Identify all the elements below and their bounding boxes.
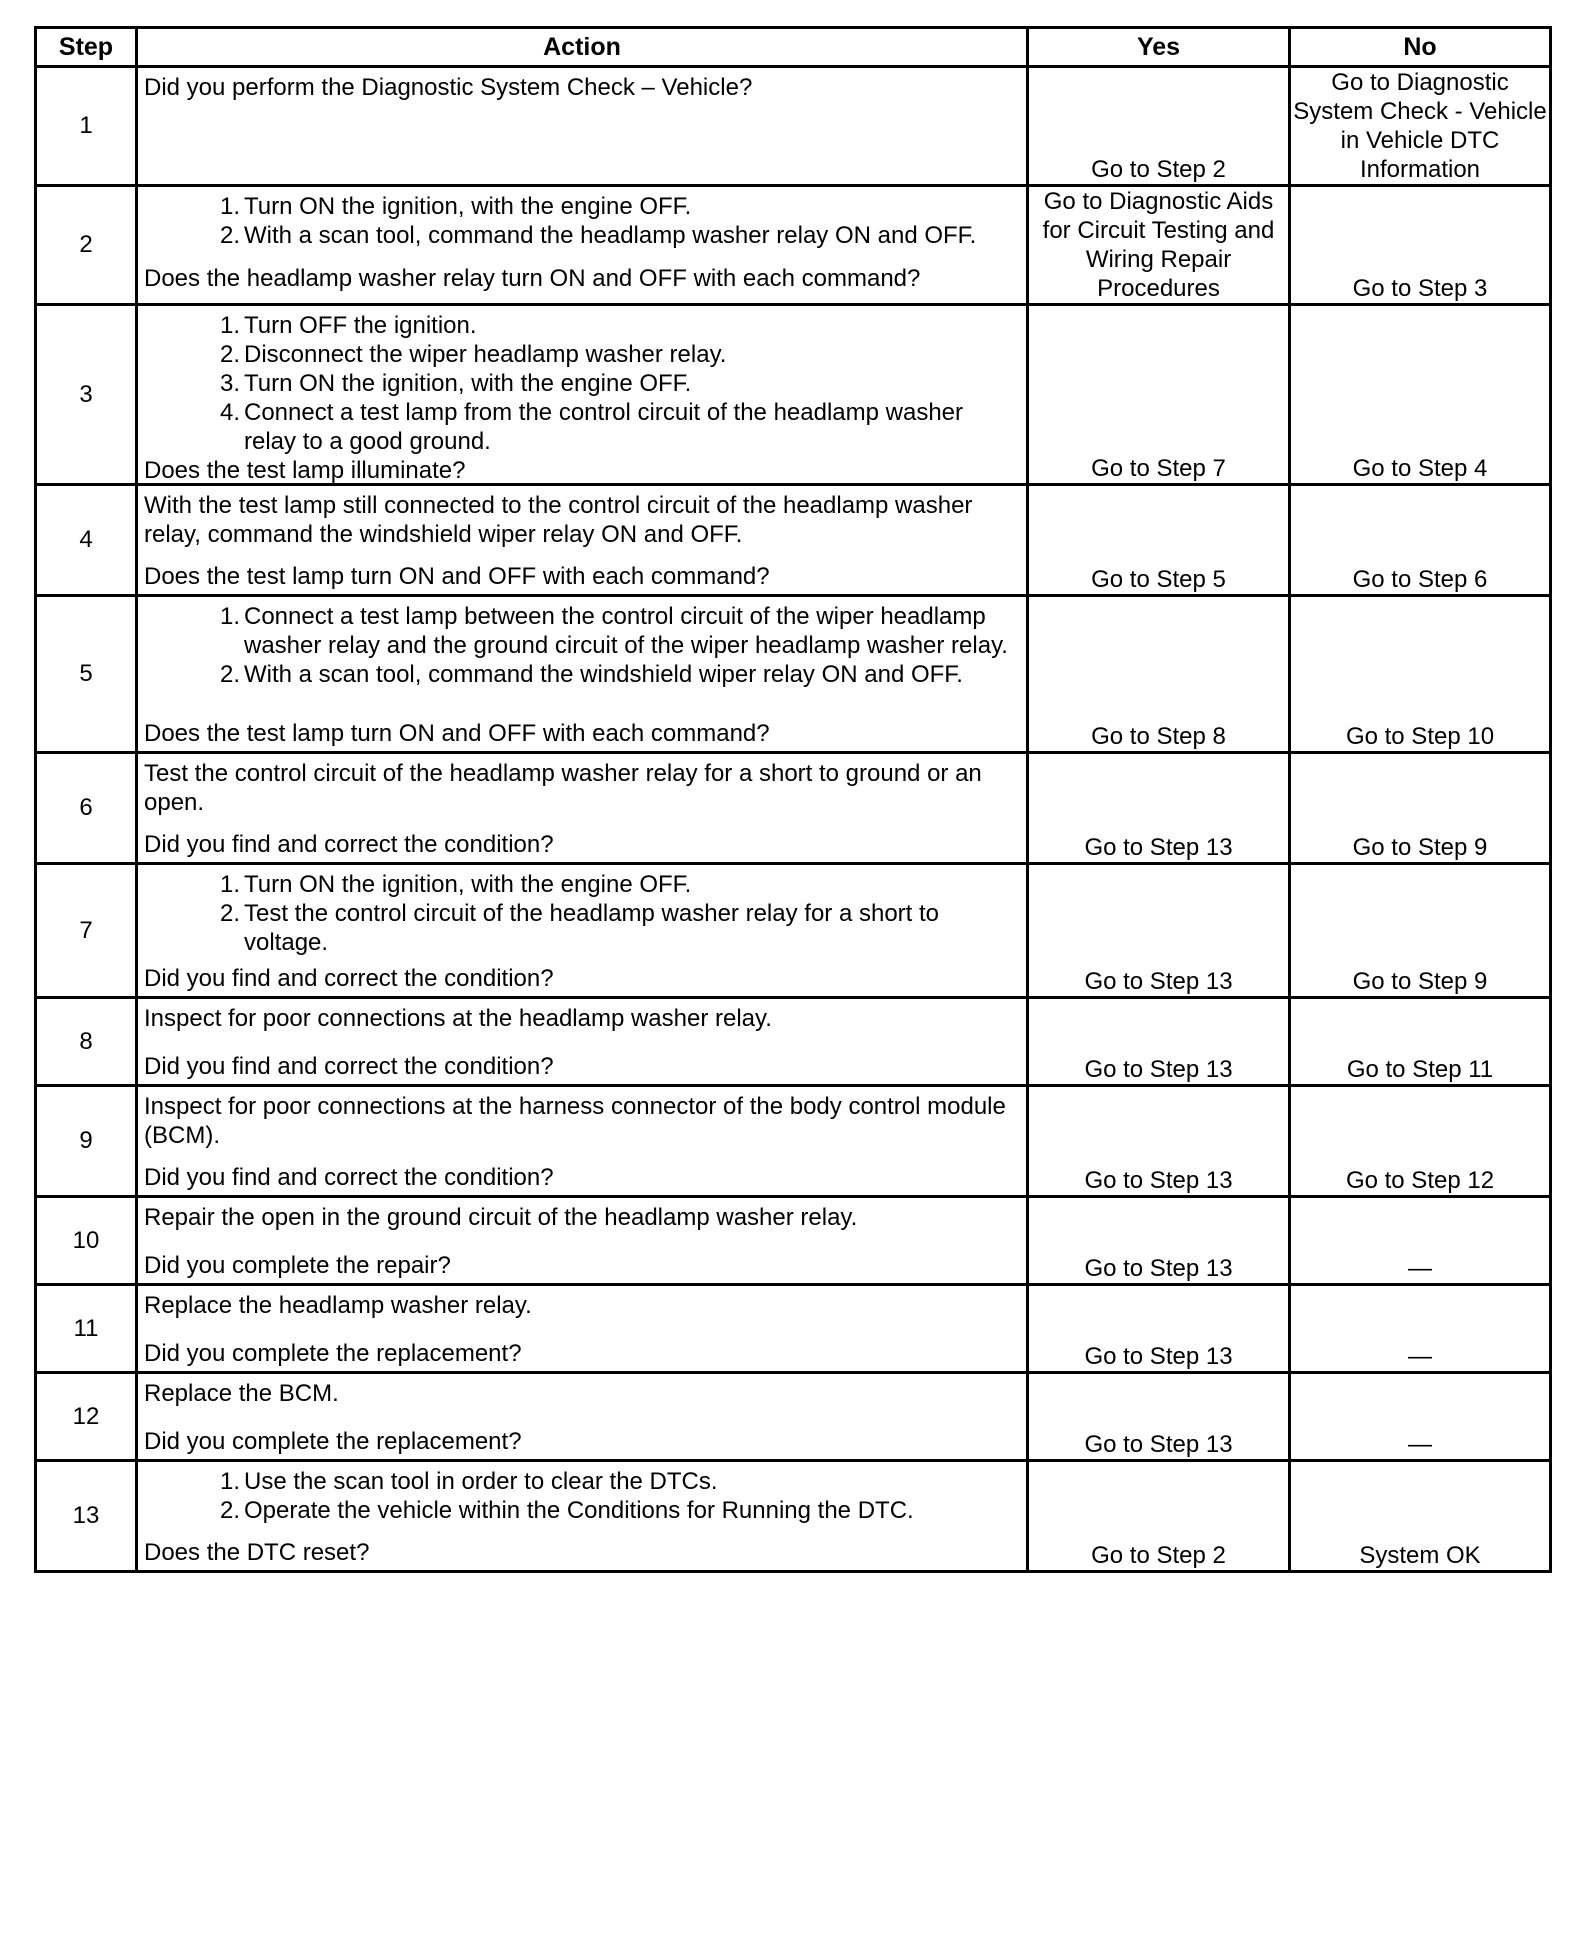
list-item-number: 1. (219, 603, 240, 630)
step-number: 7 (36, 864, 137, 998)
action-cell (137, 305, 1028, 485)
list-item (144, 340, 1020, 369)
list-item-text: Operate the vehicle within the Conditions for Running the DTC. (244, 1497, 914, 1524)
table-row (36, 305, 1551, 485)
list-item-text: Connect a test lamp from the control circuit of the headlamp washer relay to a good ground. (244, 399, 964, 455)
action-question: Did you complete the repair? (144, 1252, 451, 1279)
step-number: 11 (36, 1285, 137, 1373)
action-question: Did you find and correct the condition? (144, 831, 554, 858)
action-cell (137, 186, 1028, 305)
action-text: Inspect for poor connections at the harness connector of the body control module (BCM). (144, 1093, 1006, 1149)
list-item (144, 899, 1020, 957)
header-row (36, 28, 1551, 67)
list-item-text: Turn ON the ignition, with the engine OFF. (244, 871, 692, 898)
action-cell (137, 1373, 1028, 1461)
list-item-text: Disconnect the wiper headlamp washer relay. (244, 341, 727, 368)
no-result: Go to Step 9 (1290, 753, 1551, 864)
action-text: Replace the headlamp washer relay. (144, 1292, 532, 1319)
table-row (36, 998, 1551, 1086)
list-item-number: 1. (219, 871, 240, 898)
list-item-number: 1. (219, 312, 240, 339)
no-result: Go to Diagnostic System Check - Vehicle in Vehicle DTC Information (1290, 67, 1551, 186)
list-item (144, 369, 1020, 398)
step-number: 8 (36, 998, 137, 1086)
list-item-number: 4. (219, 399, 240, 426)
step-number: 5 (36, 596, 137, 753)
no-result: Go to Step 11 (1290, 998, 1551, 1086)
list-item (144, 221, 1020, 250)
list-item (144, 311, 1020, 340)
action-question: Did you complete the replacement? (144, 1340, 522, 1367)
action-text: Test the control circuit of the headlamp washer relay for a short to ground or an open. (144, 760, 982, 816)
action-cell (137, 1285, 1028, 1373)
no-result: Go to Step 12 (1290, 1086, 1551, 1197)
list-item (144, 398, 1020, 456)
action-cell (137, 1086, 1028, 1197)
no-result: Go to Step 3 (1290, 186, 1551, 305)
list-item-number: 2. (219, 900, 240, 927)
action-text: Replace the BCM. (144, 1380, 339, 1407)
action-question: Does the test lamp illuminate? (144, 457, 466, 484)
action-step-list (144, 602, 1020, 689)
yes-result: Go to Step 13 (1028, 1373, 1290, 1461)
no-result: — (1290, 1373, 1551, 1461)
list-item-text: With a scan tool, command the windshield wiper relay ON and OFF. (244, 661, 963, 688)
step-number: 4 (36, 485, 137, 596)
list-item (144, 1496, 1020, 1525)
list-item-number: 2. (219, 222, 240, 249)
action-question: Does the test lamp turn ON and OFF with each command? (144, 563, 770, 590)
table-row (36, 1086, 1551, 1197)
table-row (36, 186, 1551, 305)
action-question: Does the headlamp washer relay turn ON and OFF with each command? (144, 265, 921, 292)
no-result: Go to Step 9 (1290, 864, 1551, 998)
table-row (36, 1461, 1551, 1572)
table-row (36, 753, 1551, 864)
step-number: 12 (36, 1373, 137, 1461)
action-cell (137, 864, 1028, 998)
header-no: No (1290, 28, 1551, 67)
list-item (144, 192, 1020, 221)
yes-result: Go to Step 5 (1028, 485, 1290, 596)
action-cell (137, 596, 1028, 753)
header-action: Action (137, 28, 1028, 67)
header-step: Step (36, 28, 137, 67)
action-step-list (144, 870, 1020, 957)
yes-result: Go to Step 13 (1028, 998, 1290, 1086)
action-question: Did you complete the replacement? (144, 1428, 522, 1455)
action-question: Does the DTC reset? (144, 1539, 370, 1566)
table-row (36, 485, 1551, 596)
step-number: 6 (36, 753, 137, 864)
action-question: Does the test lamp turn ON and OFF with each command? (144, 720, 770, 747)
table-row (36, 1373, 1551, 1461)
yes-result: Go to Step 13 (1028, 753, 1290, 864)
list-item-number: 1. (219, 193, 240, 220)
list-item-number: 2. (219, 661, 240, 688)
yes-result: Go to Step 13 (1028, 1086, 1290, 1197)
step-number: 9 (36, 1086, 137, 1197)
action-step-list (144, 1467, 1020, 1525)
action-question: Did you find and correct the condition? (144, 1053, 554, 1080)
action-cell (137, 753, 1028, 864)
list-item-number: 1. (219, 1468, 240, 1495)
list-item-text: Use the scan tool in order to clear the DTCs. (244, 1468, 718, 1495)
list-item-text: Connect a test lamp between the control circuit of the wiper headlamp washer relay and the ground circuit of the wiper headlamp washer relay. (244, 603, 1008, 659)
action-text: With the test lamp still connected to the control circuit of the headlamp washer relay, command the windshield wiper relay ON and OFF. (144, 492, 973, 548)
table-row (36, 596, 1551, 753)
action-question: Did you find and correct the condition? (144, 965, 554, 992)
table-row (36, 864, 1551, 998)
table-row (36, 1197, 1551, 1285)
action-text: Did you perform the Diagnostic System Check – Vehicle? (144, 74, 753, 101)
diagnostic-table (34, 26, 1552, 1573)
action-cell (137, 485, 1028, 596)
table-row (36, 1285, 1551, 1373)
list-item-number: 3. (219, 370, 240, 397)
yes-result: Go to Step 8 (1028, 596, 1290, 753)
no-result: Go to Step 6 (1290, 485, 1551, 596)
action-question: Did you find and correct the condition? (144, 1164, 554, 1191)
step-number: 10 (36, 1197, 137, 1285)
no-result: — (1290, 1285, 1551, 1373)
list-item-text: Test the control circuit of the headlamp washer relay for a short to voltage. (244, 900, 940, 956)
list-item-number: 2. (219, 1497, 240, 1524)
step-number: 2 (36, 186, 137, 305)
list-item-number: 2. (219, 341, 240, 368)
list-item (144, 660, 1020, 689)
step-number: 1 (36, 67, 137, 186)
list-item-text: Turn OFF the ignition. (244, 312, 477, 339)
no-result: System OK (1290, 1461, 1551, 1572)
yes-result: Go to Diagnostic Aids for Circuit Testing and Wiring Repair Procedures (1028, 186, 1290, 305)
list-item (144, 1467, 1020, 1496)
list-item (144, 870, 1020, 899)
no-result: Go to Step 10 (1290, 596, 1551, 753)
header-yes: Yes (1028, 28, 1290, 67)
action-text: Repair the open in the ground circuit of the headlamp washer relay. (144, 1204, 858, 1231)
yes-result: Go to Step 13 (1028, 864, 1290, 998)
action-text: Inspect for poor connections at the headlamp washer relay. (144, 1005, 772, 1032)
table-row (36, 67, 1551, 186)
yes-result: Go to Step 13 (1028, 1197, 1290, 1285)
no-result: — (1290, 1197, 1551, 1285)
action-cell (137, 67, 1028, 186)
step-number: 3 (36, 305, 137, 485)
yes-result: Go to Step 2 (1028, 67, 1290, 186)
yes-result: Go to Step 13 (1028, 1285, 1290, 1373)
yes-result: Go to Step 7 (1028, 305, 1290, 485)
action-step-list (144, 192, 1020, 250)
action-step-list (144, 311, 1020, 456)
action-cell (137, 998, 1028, 1086)
action-cell (137, 1461, 1028, 1572)
list-item-text: Turn ON the ignition, with the engine OFF. (244, 370, 692, 397)
list-item (144, 602, 1020, 660)
yes-result: Go to Step 2 (1028, 1461, 1290, 1572)
list-item-text: Turn ON the ignition, with the engine OFF. (244, 193, 692, 220)
action-cell (137, 1197, 1028, 1285)
list-item-text: With a scan tool, command the headlamp washer relay ON and OFF. (244, 222, 977, 249)
no-result: Go to Step 4 (1290, 305, 1551, 485)
step-number: 13 (36, 1461, 137, 1572)
